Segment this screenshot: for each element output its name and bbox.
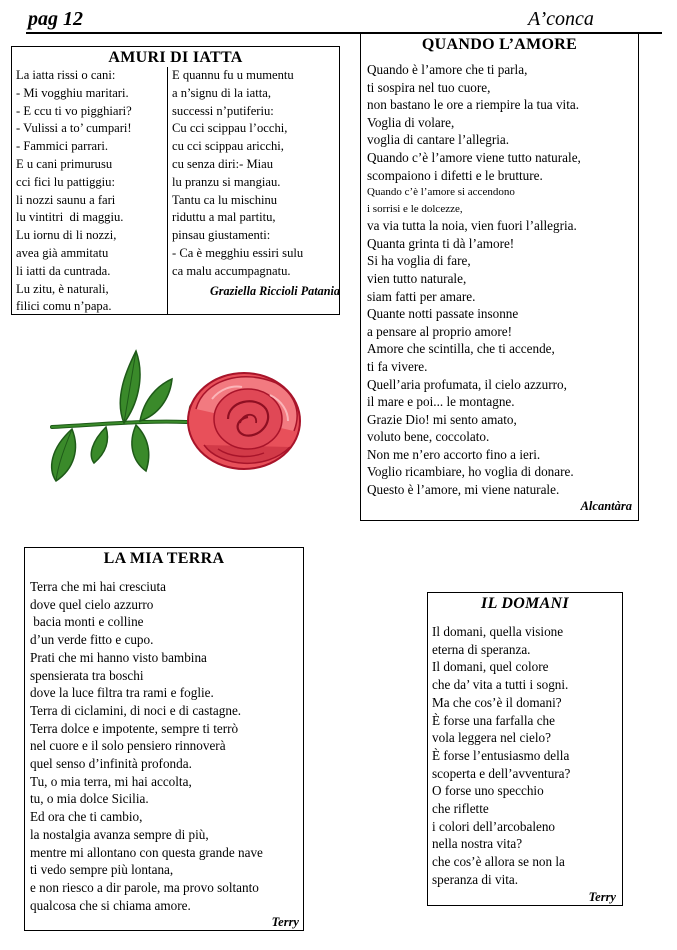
poem-line: lu vintitri di maggiu. (16, 210, 124, 225)
poem-line: E quannu fu u mumentu (172, 68, 294, 82)
poem-line: e non riesco a dir parole, ma provo soltanto (30, 879, 259, 895)
poem-line: a n’signu di la iatta, (172, 85, 271, 100)
poem-line: ca malu accumpagnatu. (172, 263, 291, 278)
rose-illustration (44, 349, 308, 512)
poem-line: la nostalgia avanza sempre di più, (30, 826, 209, 842)
poem-line: successi n’putiferiu: (172, 103, 274, 118)
poem-line: i sorrisi e le dolcezze, (367, 202, 463, 215)
poem-column-right (167, 67, 342, 315)
poem-line: cu cci scippau aricchi, (172, 139, 284, 154)
poem-la-mia-terra (24, 547, 304, 931)
poem-line: - Ca è megghiu essiri sulu (172, 245, 304, 260)
poem-line: cci fici lu pattiggiu: (16, 174, 115, 189)
poem-line: Cu cci scippau l’occhi, (172, 121, 288, 136)
poem-line: d’un verde fitto e cupo. (30, 632, 154, 648)
poem-line: Terra di ciclamini, di noci e di castagne. (30, 702, 242, 718)
poem-line: - Mi vogghiu maritari. (16, 85, 129, 100)
poem-line: Lu iornu di li nozzi, (16, 228, 117, 243)
poem-body (428, 623, 622, 889)
poem-line: - E ccu ti vo pigghiari? (16, 103, 132, 118)
poem-line: bacia monti e colline (30, 614, 144, 630)
poem-line: Grazie Dio! mi sento amato, (367, 411, 517, 427)
poem-line: - Fammici parrari. (16, 139, 108, 154)
poem-line: È forse una farfalla che (432, 712, 556, 728)
poem-line: che riflette (432, 801, 489, 817)
poem-title: IL DOMANI (481, 595, 569, 612)
poem-body (361, 61, 638, 499)
poem-quando-l-amore (360, 33, 639, 521)
poem-line: voluto bene, coccolato. (367, 429, 490, 445)
poem-il-domani (427, 592, 623, 906)
poem-amuri-di-iatta (11, 46, 340, 315)
poem-line: spensierata tra boschi (30, 667, 144, 683)
poem-line: E u cani primurusu (16, 156, 113, 171)
poem-line: Terra che mi hai cresciuta (30, 579, 167, 594)
poem-line: speranza di vita. (432, 871, 519, 887)
poem-line: Quanta grinta ti dà l’amore! (367, 235, 515, 251)
poem-line: nel cuore e il solo pensiero rinnoverà (30, 738, 226, 754)
poem-line: nella nostra vita? (432, 836, 523, 852)
poem-title: LA MIA TERRA (103, 550, 225, 567)
poem-title: AMURI DI IATTA (108, 49, 243, 66)
poem-line: voglia di cantare l’allegria. (367, 132, 510, 148)
poem-line: Il domani, quella visione (432, 624, 564, 639)
poem-line: i colori dell’arcobaleno (432, 818, 556, 834)
poem-line: Voglio ricambiare, ho voglia di donare. (367, 464, 574, 480)
poem-line: siam fatti per amare. (367, 288, 476, 304)
poem-line: dove quel cielo azzurro (30, 596, 154, 612)
poem-line: Quando è l’amore che ti parla, (367, 62, 528, 77)
poem-line: Quante notti passate insonne (367, 306, 519, 322)
poem-line: va via tutta la noia, vien fuori l’allegria. (367, 218, 577, 234)
poem-line: scoperta e dell’avventura? (432, 765, 571, 781)
poem-line: avea già ammitatu (16, 245, 109, 260)
poem-line: Questo è l’amore, mi viene naturale. (367, 482, 560, 498)
poem-line: Tantu ca lu mischinu (172, 192, 278, 207)
poem-line: Quando c’è l’amore viene tutto naturale, (367, 149, 581, 165)
poem-line: Il domani, quel colore (432, 659, 549, 675)
poem-line: li iatti da cuntrada. (16, 263, 111, 278)
poem-line: li nozzi saunu a fari (16, 192, 116, 207)
poem-line: Ed ora che ti cambio, (30, 809, 143, 825)
poem-author: Graziella Riccioli Patania (210, 283, 340, 298)
poem-line: dove la luce filtra tra rami e foglie. (30, 685, 214, 701)
poem-line: O forse uno specchio (432, 783, 544, 799)
poem-line: a pensare al proprio amore! (367, 323, 512, 339)
poem-line: Non me n’ero accorto fino a ieri. (367, 446, 541, 462)
poem-author: Terry (588, 889, 616, 904)
poem-line: lu pranzu si mangiau. (172, 174, 281, 189)
poem-line: Si ha voglia di fare, (367, 253, 471, 269)
publication-name: A’conca (528, 8, 594, 30)
page-number: pag 12 (28, 8, 83, 30)
poem-line: vien tutto naturale, (367, 270, 467, 286)
poem-line: qualcosa che si chiama amore. (30, 897, 191, 913)
poem-line: che da’ vita a tutti i sogni. (432, 677, 569, 693)
poem-line: Quell’aria profumata, il cielo azzurro, (367, 376, 567, 392)
poem-line: Tu, o mia terra, mi hai accolta, (30, 773, 192, 789)
poem-line: che cos’è allora se non la (432, 854, 565, 870)
poem-column-left (16, 67, 162, 316)
poem-line: mentre mi allontano con questa grande nave (30, 844, 263, 860)
poem-line: il mare e poi... le montagne. (367, 394, 515, 410)
poem-line: filici comu n’papa. (16, 299, 112, 314)
poem-line: Prati che mi hanno visto bambina (30, 649, 207, 665)
poem-line: È forse l’entusiasmo della (432, 747, 570, 763)
poem-line: vola leggera nel cielo? (432, 730, 551, 746)
poem-line: tu, o mia dolce Sicilia. (30, 791, 149, 807)
poem-line: pinsau giustamenti: (172, 228, 271, 243)
poem-line: ti vedo sempre più lontana, (30, 862, 174, 878)
poem-title: QUANDO L’AMORE (421, 36, 578, 53)
poem-line: Voglia di volare, (367, 114, 455, 130)
poem-line: quel senso d’infinità profonda. (30, 756, 192, 772)
poem-line: ti sospira nel tuo cuore, (367, 79, 491, 95)
poem-author: Terry (271, 915, 299, 930)
poem-line: Lu zitu, è naturali, (16, 281, 109, 296)
poem-line: cu senza diri:- Miau (172, 156, 274, 171)
poem-line: La iatta rissi o cani: (16, 68, 116, 82)
poem-line: - Vulissi a to’ cumpari! (16, 121, 132, 136)
poem-line: non bastano le ore a riempire la tua vita. (367, 97, 580, 113)
poem-line: Quando c’è l’amore si accendono (367, 186, 515, 199)
poem-line: riduttu a mal partitu, (172, 210, 276, 225)
poem-line: Amore che scintilla, che ti accende, (367, 341, 555, 357)
poem-line: Terra dolce e impotente, sempre ti terrò (30, 720, 239, 736)
poem-line: scompaiono i difetti e le brutture. (367, 167, 543, 183)
poem-line: eterna di speranza. (432, 641, 531, 657)
poem-line: Ma che cos’è il domani? (432, 694, 562, 710)
poem-author: Alcantàra (580, 498, 632, 513)
poem-line: ti fa vivere. (367, 358, 428, 374)
poem-body (25, 578, 303, 914)
